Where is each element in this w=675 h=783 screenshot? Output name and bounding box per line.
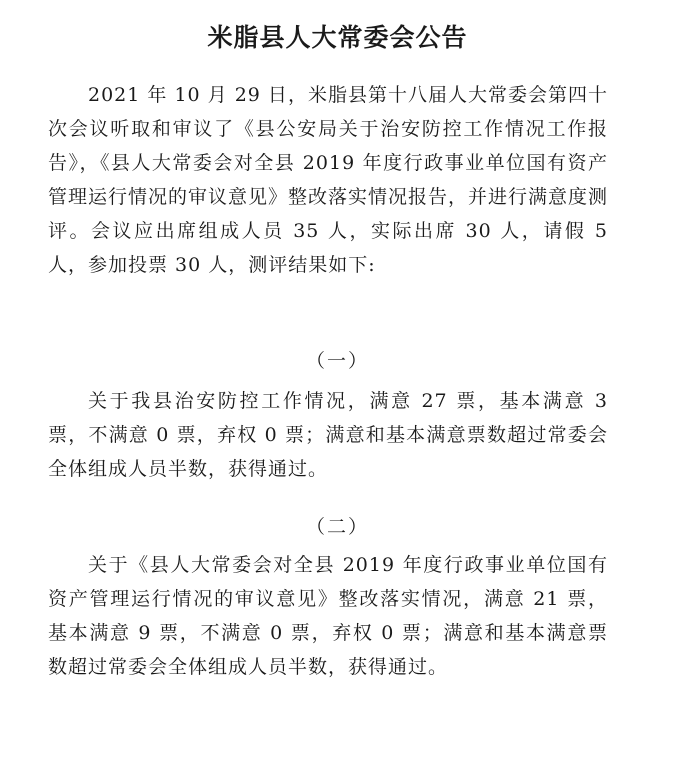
section-2-heading: （二）	[305, 516, 369, 538]
intro-paragraph: 2021 年 10 月 29 日，米脂县第十八届人大常委会第四十次会议听取和审议了《县公安局关于治安防控工作情况工作报告》，《县人大常委会对全县 2019 年度行政事业单位国有资产管理运行情况的审议意见》整改落实情况报告，并进行满意度测评。会议应出席组成人员 35 人，实际出席 30 人，请假 5 人，参加投票 30 人，测评结果如下:	[48, 84, 609, 276]
section-1-heading: （一）	[305, 350, 369, 372]
section-1-body: 关于我县治安防控工作情况，满意 27 票，基本满意 3 票，不满意 0 票，弃权 0 票；满意和基本满意票数超过常委会全体组成人员半数，获得通过。	[48, 390, 608, 480]
section-2-body: 关于《县人大常委会对全县 2019 年度行政事业单位国有资产管理运行情况的审议意见》整改落实情况，满意 21 票，基本满意 9 票，不满意 0 票，弃权 0 票；满意和基本满意票数超过常委会全体组成人员半数，获得通过。	[48, 554, 608, 678]
document-title: 米脂县人大常委会公告	[207, 23, 468, 52]
